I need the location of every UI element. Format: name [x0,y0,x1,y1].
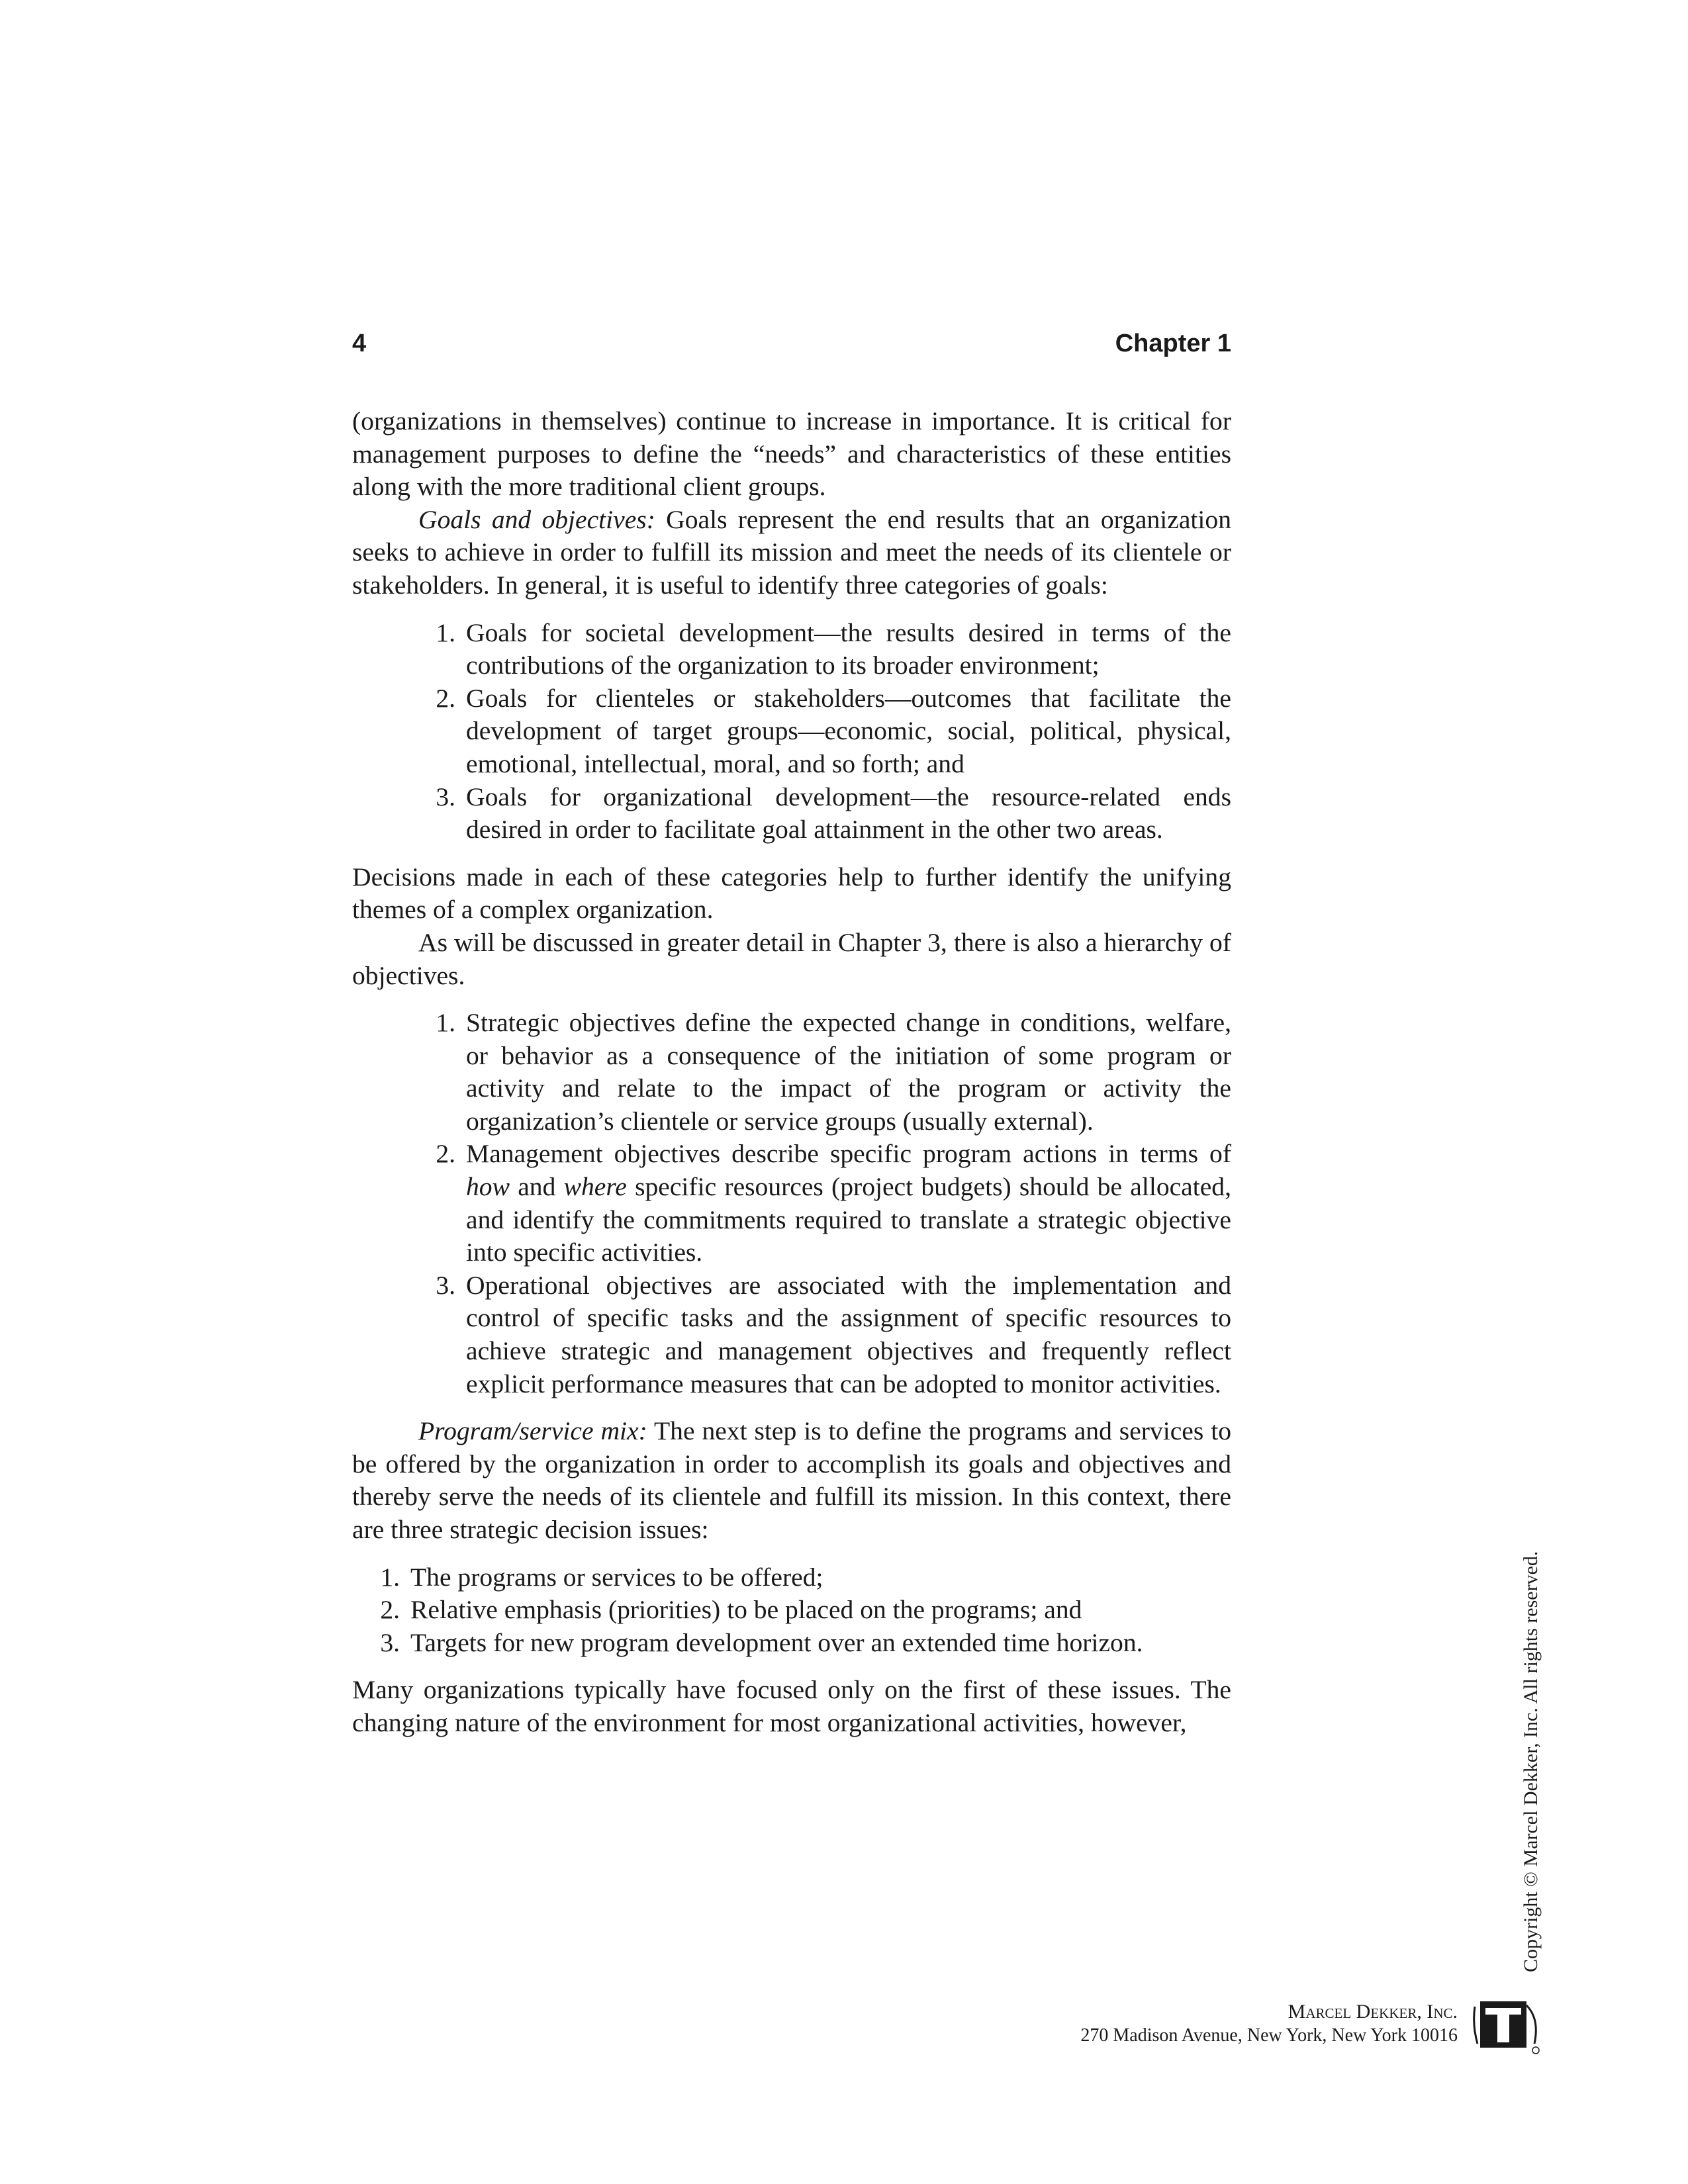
list-number: 3. [436,782,455,811]
list-item [380,1627,1231,1660]
paragraph-program-service-mix [352,1415,1231,1546]
copyright-notice: Copyright © Marcel Dekker, Inc. All rights reserved. [1520,1551,1542,1972]
issues-list [352,1561,1231,1660]
running-head [352,330,1231,369]
list-item-text: Goals for organizational development—the resource-related ends desired in order to facilitate goal attainment in the other two areas. [466,782,1231,844]
paragraph-text: The next step is to define the programs and services to be offered by the organization in order to accomplish its goals and objectives and thereby serve the needs of its clientele and fulfill its mission. In this context, there are three strategic decision issues: [352,1416,1231,1544]
paragraph: Many organizations typically have focused only on the first of these issues. The changing nature of the environment for most organizational activities, however, [352,1675,1231,1737]
paragraph: Decisions made in each of these categories help to further identify the unifying themes of a complex organization. [352,862,1231,925]
list-item-text: Targets for new program development over an extended time horizon. [410,1627,1143,1657]
list-item-text: Relative emphasis (priorities) to be placed on the programs; and [410,1595,1082,1625]
list-item [436,617,1231,682]
publisher-address: 270 Madison Avenue, New York, New York 10016 [1080,2025,1458,2046]
chapter-label: Chapter 1 [1115,330,1231,357]
list-item-text: Goals for clienteles or stakeholders—outcomes that facilitate the development of target groups—economic, social, political, physical, emotional, intellectual, moral, and so forth; and [466,683,1231,778]
list-number: 1. [380,1562,400,1592]
emphasis-how: how [466,1172,510,1202]
list-item [436,1138,1231,1269]
emphasis-where: where [563,1172,627,1202]
publisher-logo-icon [1471,1992,1544,2058]
goals-list [352,617,1231,846]
paragraph-goals-objectives [352,504,1231,602]
list-item [380,1594,1231,1627]
list-item-text: The programs or services to be offered; [410,1562,823,1592]
objectives-list [352,1007,1231,1400]
list-item [436,781,1231,846]
page-number: 4 [352,330,367,357]
list-item [380,1561,1231,1594]
paragraph: As will be discussed in greater detail in Chapter 3, there is also a hierarchy of objectives. [352,927,1231,990]
list-number: 2. [436,683,455,713]
list-item [436,1269,1231,1400]
list-item-text: and [509,1172,564,1202]
body-text [352,405,1231,1740]
run-in-heading: Program/service mix: [418,1416,647,1446]
list-number: 3. [380,1627,400,1657]
list-item [436,1007,1231,1138]
list-item-text: Operational objectives are associated with the implementation and control of specific tasks and the assignment of specific resources to achieve strategic and management objectives and frequently reflect explicit performance measures that can be adopted to monitor activities. [466,1270,1231,1398]
publisher-name: Marcel Dekker, Inc. [1288,2001,1458,2023]
list-item-text: specific resources (project budgets) should be allocated, and identify the commitments required to translate a strategic objective into specific activities. [466,1172,1231,1267]
list-number: 1. [436,617,455,647]
run-in-heading: Goals and objectives: [418,504,655,534]
list-number: 1. [436,1008,455,1038]
list-item-text: Strategic objectives define the expected change in conditions, welfare, or behavior as a consequence of the initiation of some program or activity and relate to the impact of the program or activity the organization’s clientele or service groups (usually external). [466,1008,1231,1136]
list-number: 2. [380,1595,400,1625]
list-item [436,682,1231,781]
paragraph: (organizations in themselves) continue to increase in importance. It is critical for management purposes to define the “needs” and characteristics of these entities along with the more traditional client groups. [352,406,1231,502]
list-item-text: Goals for societal development—the results desired in terms of the contributions of the organization to its broader environment; [466,617,1231,680]
list-item-text: Management objectives describe specific program actions in terms of [466,1139,1231,1169]
list-number: 2. [436,1139,455,1169]
list-number: 3. [436,1270,455,1300]
paragraph-text: Goals represent the end results that an organization seeks to achieve in order to fulfill its mission and meet the needs of its clientele or stakeholders. In general, it is useful to identify three categories of goals: [352,504,1231,600]
publisher-imprint [1080,2000,1458,2048]
